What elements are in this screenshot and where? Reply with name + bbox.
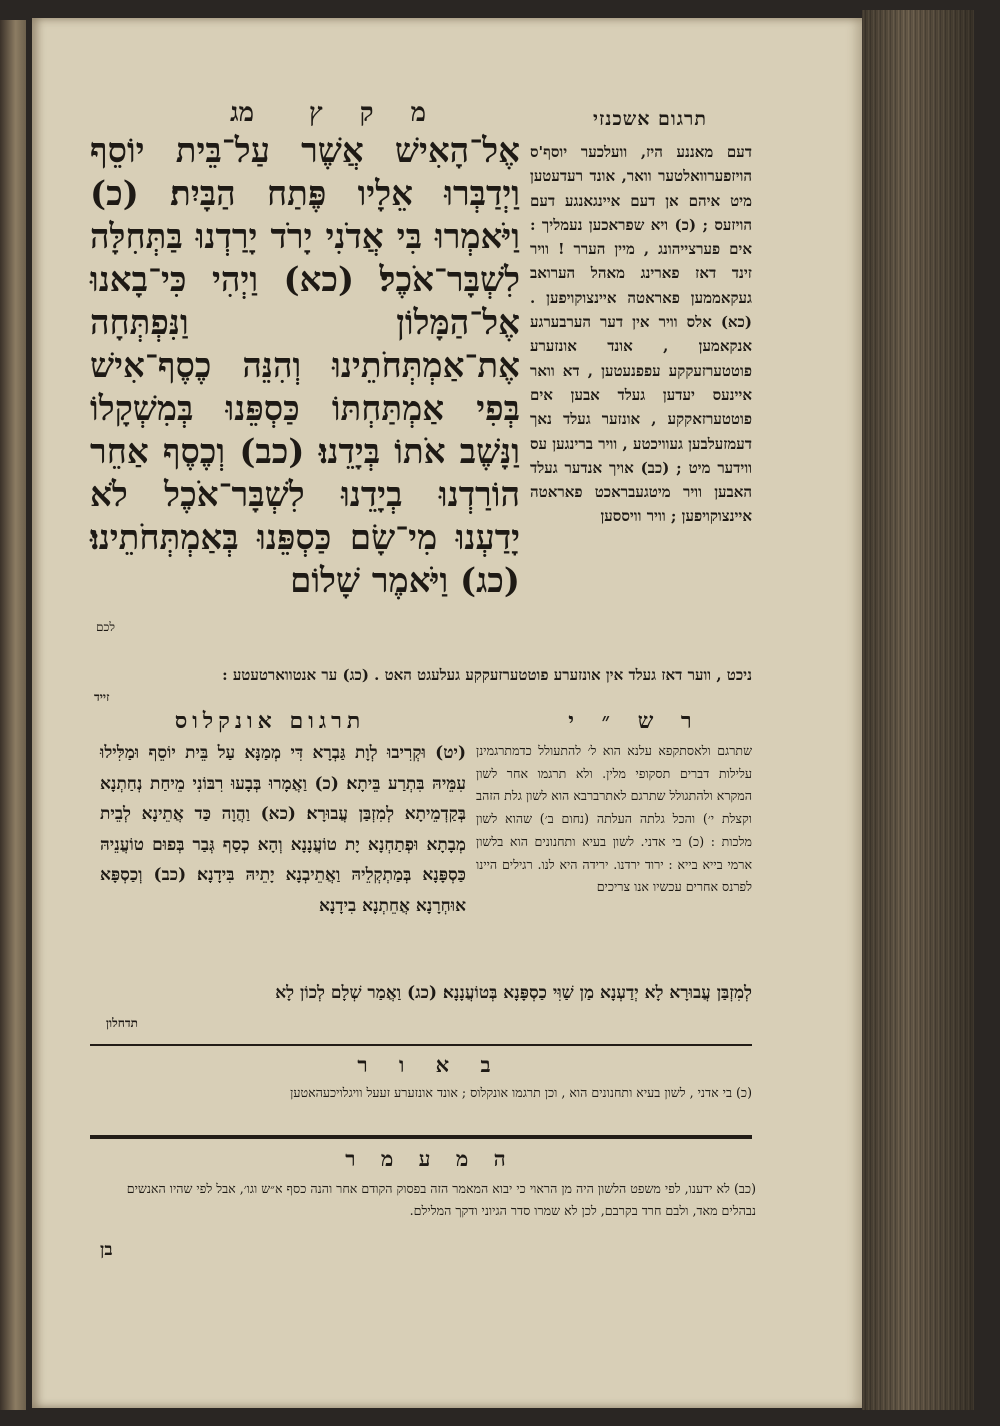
torah-text: אֶל־הָאִישׁ אֲשֶׁר עַל־בֵּית יוֹסֵף וַיְדַבְּרוּ אֵלָיו פֶּתַח הַבָּיִת׃ (כ) וַיֹּאמְרוּ בִּי אֲדֹנִי יָרֹד יָרַדְנוּ בַּתְּחִלָּה לִשְׁבָּר־אֹכֶל׃ (כא) וַיְהִי כִּי־בָאנוּ אֶל־הַמָּלוֹן וַנִּפְתְּחָה אֶת־אַמְתְּחֹתֵינוּ וְהִנֵּה כֶסֶף־אִישׁ בְּפִי אַמְתַּחְתּוֹ כַּסְפֵּנוּ בְּמִשְׁקָלוֹ וַנָּשֶׁב אֹתוֹ בְּיָדֵנוּ׃ (כב) וְכֶסֶף אַחֵר הוֹרַדְנוּ בְיָדֵנוּ לִשְׁבָּר־אֹכֶל לֹא יָדַעְנוּ מִי־שָׂם כַּסְפֵּנוּ בְּאַמְתְּחֹתֵינוּ׃ (כג) וַיֹּאמֶר שָׁלוֹם <box>90 131 520 601</box>
page-stack-shade <box>862 10 974 1410</box>
page-catchword: בן <box>100 1240 113 1260</box>
biur-header: ב א ו ר <box>357 1052 503 1077</box>
divider-rule <box>90 1044 752 1046</box>
parsha-header: מ ק ץ <box>309 98 440 128</box>
yiddish-continuation: ניכט , ווער דאז געלד אין אונזערע פוטטערזעקקע געלעגט האט . (כג) ער אנטווארטעטע : <box>222 666 752 684</box>
onkelos-text: (יט) וּקְרִיבוּ לְוָת גַּבְרָא דִּי מְמַנָּא עַל בֵּית יוֹסֵף וּמַלִּילוּ עִמֵּיהּ בִּתְרַע בֵּיתָא׃ (כ) וַאֲמָרוּ בְּבָעוּ רִבּוֹנִי מֵיחַת נְחַתְנָא בְּקַדְמֵיתָא לְמִזְבַּן עֲבוּרָא׃ (כא) וַהֲוָה כַּד אֲתֵינָא לְבֵית מְבָתָא וּפְתַחְנָא יָת טוֹעֲנָנָא וְהָא כְסַף גְּבַר בְּפוּם טוֹעֲנֵיהּ כַּסְפָּנָא בְּמַתְקְלֵיהּ וַאֲתֵיבְנָא יָתֵיהּ בִּידָנָא׃ (כב) וְכַסְפָּא אוּחְרָנָא אֲחֵתְנָא בִידָנָא <box>100 743 466 916</box>
rashi-text: שתרגם ולאסתקפא עלנא הוא ל׳ להתעולל כדמתרגמינן עלילות דברים תסקופי מלין. ולא תרגמו אחר לשון המקרא ולהתגולל שתרגם לאתרברבא הוא לשון גלת הזהב וקצלת י׳) והכל גלתה העלתה (נחום ב׳) שהוא לשון מלכות : (כ) בי אדני. לשון בעיא ותחנונים הוא בלשון ארמי בייא בייא : ירוד ירדנו. ירידה היא לנו. רגילים היינו לפרנס אחרים עכשיו אנו צריכים <box>476 743 752 895</box>
divider-rule-thick <box>90 1135 752 1139</box>
left-page-edge <box>0 20 26 1410</box>
rashi-header: ר ש ״ י <box>568 708 702 734</box>
biur-text: (כ) בי אדני , לשון בעיא ותחנונים הוא , וכן תרגמו אונקלוס ; אונד אונזערע זעעל וויגלויכעהאטען <box>290 1085 752 1100</box>
onkelos-catchword: תדחלון <box>106 1016 138 1030</box>
yiddish-translation: דעם מאננע היז, וועלכער יוסף'ס הויזפערוואלטער וואר, אונד רעדעטען מיט איהם אן דעם איינגאנגע דעם הויזעס ; (כ) ויא שפראכען נעמליך : אים פערצייהונג , מיין הערר ! וויר זינד דאז פארינג מאהל הערואב געקאממען פאראטה איינצוקויפען . (כא) אלס וויר אין דער הערבערגע אנקאמען , אונד אונזערע פוטטערזעקקע עפפנעטען , דא וואר איינעס יעדען געלד אבען אים פוטטערזאקקע , אונזער געלד נאך דעמזעלבען געוויכטע , וויר ברינגען עס ווידער מיט ; (כב) אויך אנדער געלד האבען וויר מיטגעבראכט פאראטה איינצוקויפען ; וויר וויססען <box>530 143 752 526</box>
onkelos-header: תרגום אונקלוס <box>174 708 366 734</box>
targum-ashkenazi-header: תרגום אשכנזי <box>593 108 707 130</box>
page-number: מג <box>230 98 254 128</box>
torah-catchword: לכם <box>96 620 115 634</box>
meamar-header: ה מ ע מ ר <box>345 1146 515 1171</box>
meamar-text: (כב) לא ידענו, לפי משפט הלשון היה מן הראוי כי יבוא המאמר הזה בפסוק הקודם אחר והנה כסף א״ש וגו׳, אבל לפי שהיו האנשים נבהלים מאד, ולבם חרד בקרבם, לכן לא שמרו סדר הגיוני ודקך המלילם. <box>126 1181 756 1218</box>
onkelos-continuation: לְמִזְבַּן עֲבוּרָא לָא יְדַעְנָא מַן שַׁוִּי כַסְפָּנָא בְּטוֹעֲנָנָא׃ (כג) וַאֲמַר שְׁלָם לְכוֹן לָא <box>275 983 752 1003</box>
yiddish-catchword: זייד <box>94 690 110 704</box>
